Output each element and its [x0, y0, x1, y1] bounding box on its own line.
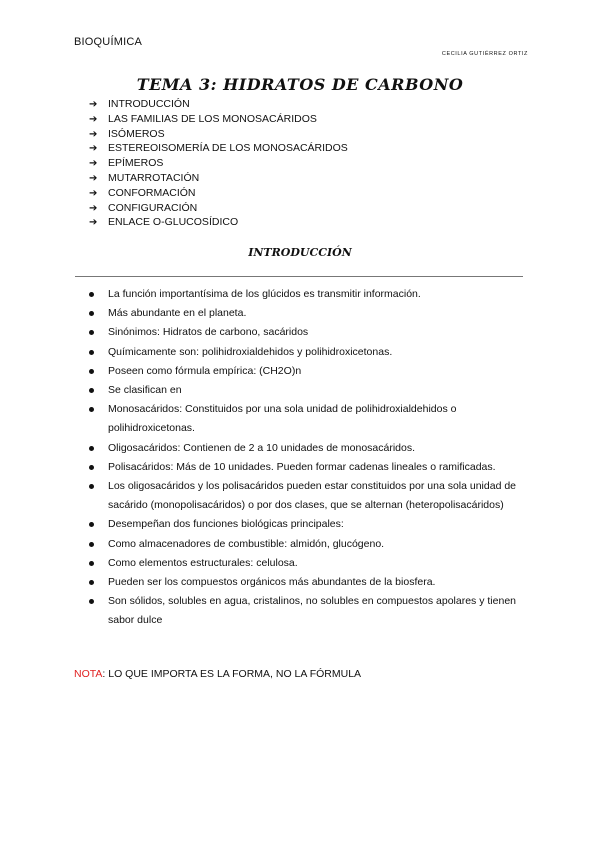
toc-item — [89, 127, 348, 142]
list-item: Como almacenadores de combustible: almidón, glucógeno. — [88, 535, 528, 554]
arrow-icon: ➔ — [89, 128, 98, 140]
note-label: NOTA — [74, 668, 103, 680]
list-item: Más abundante en el planeta. — [88, 304, 528, 323]
arrow-icon: ➔ — [89, 158, 98, 170]
list-item: Poseen como fórmula empírica: (CH2O)n — [88, 362, 528, 381]
section-divider — [75, 276, 523, 277]
toc-item — [89, 141, 348, 156]
toc-item — [89, 215, 348, 230]
toc-item — [89, 201, 348, 216]
list-item: La función importantísima de los glúcidos es transmitir información. — [88, 285, 528, 304]
toc-item — [89, 171, 348, 186]
toc-item-label: CONFIGURACIÓN — [108, 201, 198, 214]
section-title: INTRODUCCIÓN — [248, 246, 352, 259]
arrow-icon: ➔ — [89, 217, 98, 229]
toc-item-label: MUTARROTACIÓN — [108, 171, 200, 184]
author-header: CECILIA GUTIÉRREZ ORTIZ — [441, 51, 528, 57]
table-of-contents — [89, 97, 348, 230]
toc-item — [89, 186, 348, 201]
toc-item-label: ESTEREOISOMERÍA DE LOS MONOSACÁRIDOS — [108, 142, 348, 155]
list-item: Se clasifican en — [88, 381, 528, 400]
toc-item-label: EPÍMEROS — [108, 157, 164, 170]
note — [74, 668, 361, 680]
list-item: Oligosacáridos: Contienen de 2 a 10 unidades de monosacáridos. — [88, 439, 528, 458]
toc-item-label: CONFORMACIÓN — [108, 186, 196, 199]
list-item: Sinónimos: Hidratos de carbono, sacáridos — [88, 323, 528, 342]
note-text: : LO QUE IMPORTA ES LA FORMA, NO LA FÓRMULA — [102, 668, 362, 680]
list-item: Monosacáridos: Constituidos por una sola unidad de polihidroxialdehidos o polihidroxicetonas. — [88, 400, 528, 438]
arrow-icon: ➔ — [89, 113, 98, 125]
toc-item — [89, 156, 348, 171]
list-item: Los oligosacáridos y los polisacáridos pueden estar constituidos por una sola unidad de sacárido (monopolisacáridos) o por dos clases, que se alternan (heteropolisacáridos) — [88, 477, 528, 515]
list-item: Polisacáridos: Más de 10 unidades. Pueden formar cadenas lineales o ramificadas. — [88, 458, 528, 477]
arrow-icon: ➔ — [89, 172, 98, 184]
bullet-list — [88, 285, 528, 631]
arrow-icon: ➔ — [89, 99, 98, 110]
arrow-icon: ➔ — [89, 187, 98, 199]
toc-item-label: LAS FAMILIAS DE LOS MONOSACÁRIDOS — [108, 112, 317, 125]
toc-item — [89, 112, 348, 127]
list-item: Químicamente son: polihidroxialdehidos y polihidroxicetonas. — [88, 343, 528, 362]
subject-header: BIOQUÍMICA — [74, 36, 143, 48]
arrow-icon: ➔ — [89, 143, 98, 155]
list-item: Pueden ser los compuestos orgánicos más abundantes de la biosfera. — [88, 573, 528, 592]
arrow-icon: ➔ — [89, 202, 98, 214]
page-title: TEMA 3: HIDRATOS DE CARBONO — [136, 75, 464, 94]
toc-item-label: ISÓMEROS — [108, 127, 165, 140]
list-item: Son sólidos, solubles en agua, cristalinos, no solubles en compuestos apolares y tienen sabor dulce — [88, 592, 528, 630]
toc-item — [89, 97, 348, 112]
toc-item-label: ENLACE O-GLUCOSÍDICO — [108, 216, 239, 229]
list-item: Desempeñan dos funciones biológicas principales: — [88, 515, 528, 534]
toc-item-label: INTRODUCCIÓN — [108, 98, 190, 110]
list-item: Como elementos estructurales: celulosa. — [88, 554, 528, 573]
